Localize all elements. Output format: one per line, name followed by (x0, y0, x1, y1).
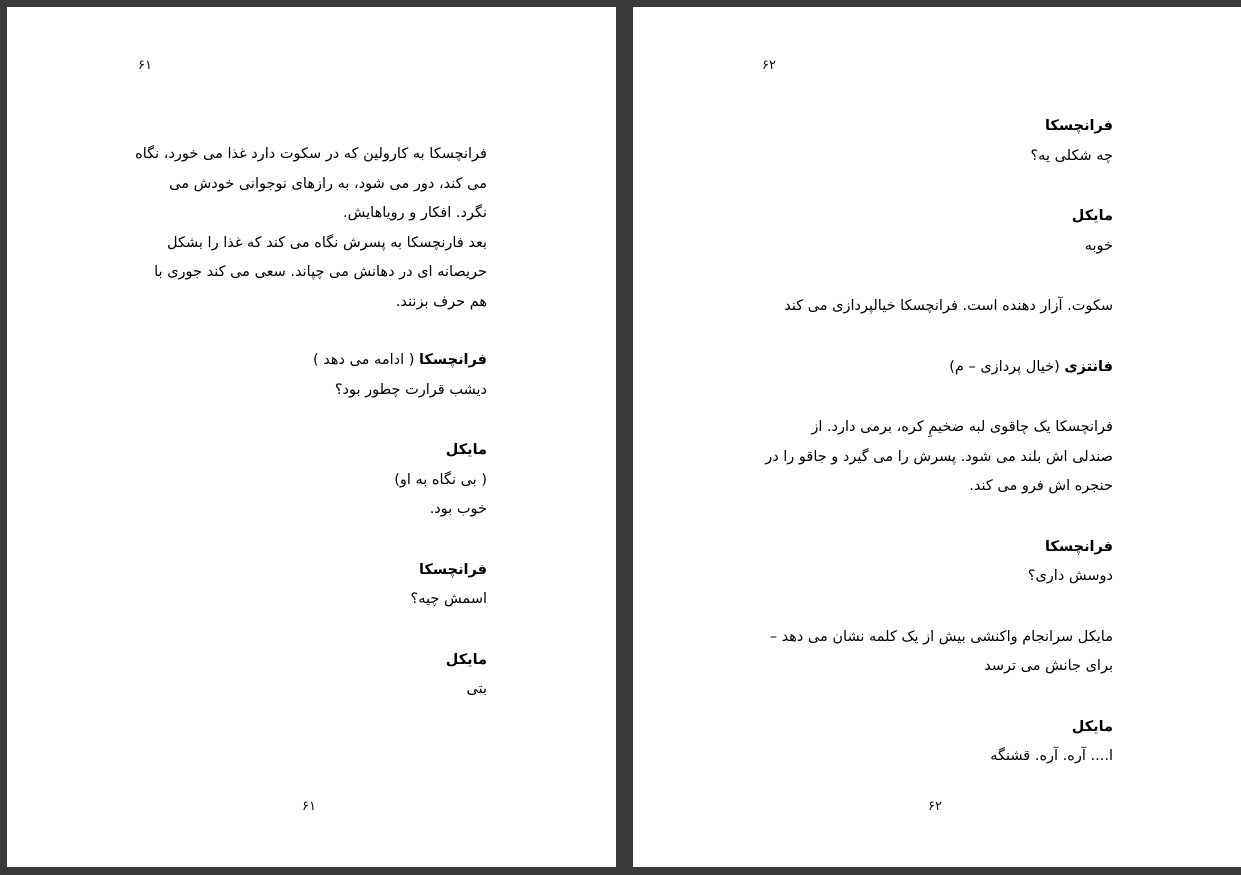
dialogue-line: دیشب قرارت چطور بود؟ (334, 381, 487, 398)
page-62 (633, 7, 1241, 867)
action-line: فرانچسکا به کارولین که در سکوت دارد غذا می خورد، نگاه (135, 146, 487, 162)
action-line: بعد فارنچسکا به پسرش نگاه می کند که غذا را بشکل (166, 234, 487, 251)
action-line: مایکل سرانجام واکنشی بیش از یک کلمه نشان می دهد – (769, 628, 1113, 645)
character-name: فرانچسکا (1044, 118, 1113, 134)
action-line: حریصانه ای در دهانش می چپاند. سعی می کند جوری با (154, 264, 487, 280)
action-line: حنجره اش فرو می کند. (969, 478, 1113, 494)
dialogue-line: دوسش داری؟ (1027, 568, 1113, 584)
page-61 (7, 7, 616, 867)
page-number-top: ۶۲ (762, 58, 776, 73)
dialogue-line: بتی (466, 681, 487, 697)
character-name: مایکل (1071, 208, 1113, 224)
action-line: برای جانش می ترسد (984, 658, 1113, 674)
scene-heading (753, 353, 1113, 383)
character-cue (134, 346, 487, 376)
page-number-bottom: ۶۲ (928, 799, 942, 814)
action-line: صندلی اش بلند می شود. پسرش را می گیرد و جاقو را در (765, 448, 1113, 465)
dialogue-line: اسمش چیه؟ (410, 591, 487, 607)
page-number-bottom: ۶۱ (302, 799, 316, 814)
dialogue-line: خوبه (1084, 237, 1113, 254)
scene-title: فانتزی (1064, 358, 1113, 375)
character-name: مایکل (445, 651, 487, 668)
parenthetical: (خیال پردازی – م) (949, 358, 1060, 375)
dialogue-line: ا.... آره. آره. قشنگه (990, 748, 1113, 764)
character-name: مایکل (1071, 718, 1113, 735)
character-name: مایکل (445, 442, 487, 458)
action-line: سکوت. آزار دهنده است. فرانچسکا خیالپردازی می کند (784, 298, 1113, 314)
character-name: فرانچسکا (418, 561, 487, 578)
dialogue-line: چه شکلی یه؟ (1030, 147, 1113, 164)
action-line: هم حرف بزنند. (395, 293, 487, 310)
page-number-top: ۶۱ (138, 58, 152, 73)
action-line: می کند، دور می شود، به رازهای نوجوانی خودش می (169, 175, 487, 192)
page-text-column (134, 140, 487, 705)
character-name: فرانچسکا (418, 352, 487, 368)
dialogue-line: خوب بود. (429, 501, 487, 517)
page-text-column (753, 112, 1113, 772)
parenthetical: ( بی نگاه به او) (394, 471, 487, 488)
action-line: نگرد. افکار و رویاهایش. (343, 205, 487, 221)
character-name: فرانچسکا (1044, 538, 1113, 555)
action-line: فرانچسکا یک چاقوی لبه ضخیمِ کره، برمی دارد. از (811, 419, 1113, 435)
parenthetical: ( ادامه می دهد ) (313, 352, 415, 368)
